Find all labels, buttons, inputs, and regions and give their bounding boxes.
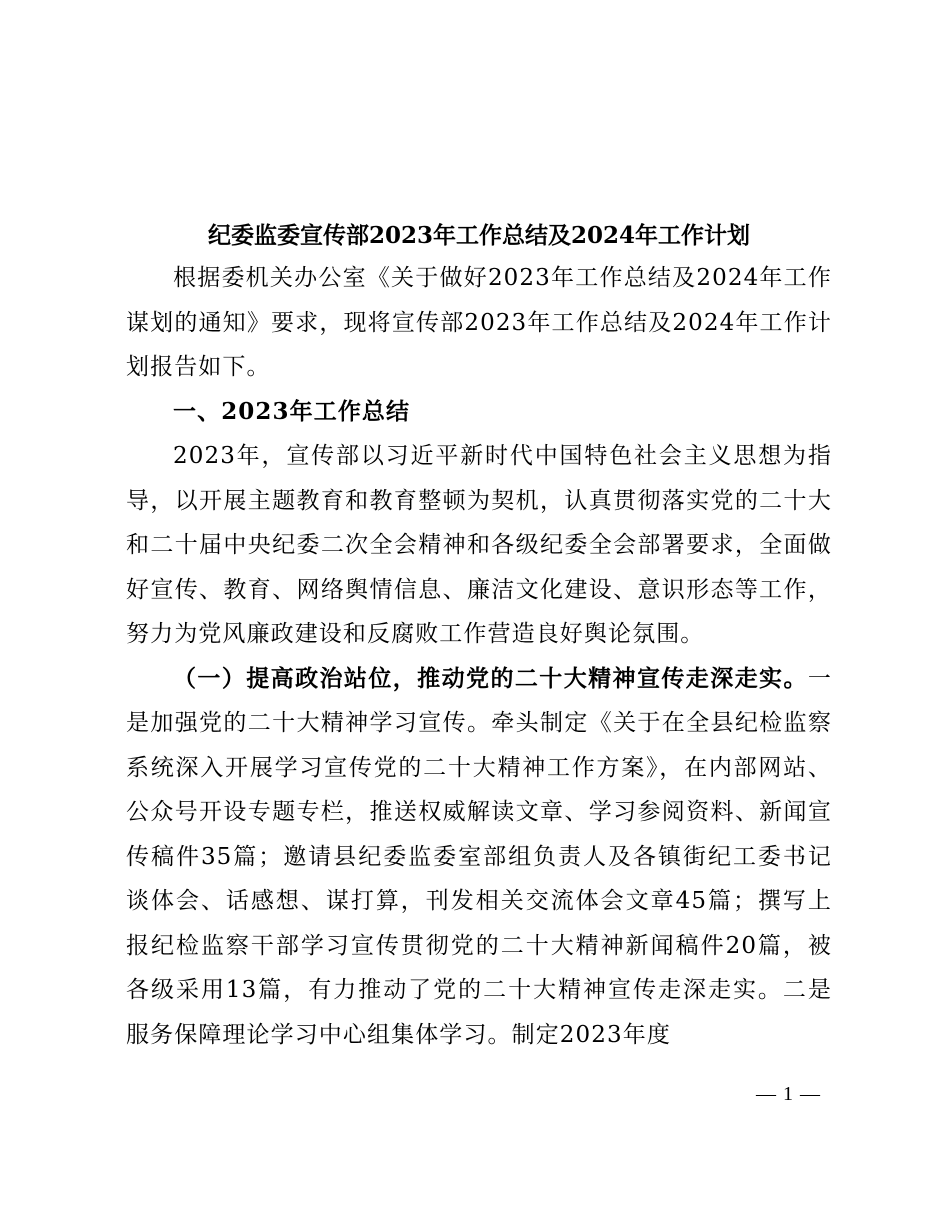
section-heading-summary: 一、2023年工作总结 [173,397,411,425]
intro-paragraph: 根据委机关办公室《关于做好2023年工作总结及2024年工作谋划的通知》要求，现将宣传部2023年工作总结及2024年工作计划报告如下。 [126,265,832,380]
subsection-body: 一是加强党的二十大精神学习宣传。牵头制定《关于在全县纪检监察系统深入开展学习宣传党的二十大精神工作方案》，在内部网站、公众号开设专题专栏，推送权威解读文章、学习参阅资料、新闻宣传稿件35篇；邀请县纪委监委室部组负责人及各镇街纪工委书记谈体会、话感想、谋打算，刊发相关交流体会文章45篇；撰写上报纪检监察干部学习宣传贯彻党的二十大精神新闻稿件20篇，被各级采用13篇，有力推动了党的二十大精神宣传走深走实。二是服务保障理论学习中心组集体学习。制定2023年度 [126,665,832,1048]
subsection-heading: （一）提高政治站位，推动党的二十大精神宣传走深走实。 [173,664,808,692]
document-title: 纪委监委宣传部2023年工作总结及2024年工作计划 [207,222,751,249]
summary-paragraph: 2023年，宣传部以习近平新时代中国特色社会主义思想为指导，以开展主题教育和教育整顿为契机，认真贯彻落实党的二十大和二十届中央纪委二次全会精神和各级纪委全会部署要求，全面做好宣传、教育、网络舆情信息、廉洁文化建设、意识形态等工作，努力为党风廉政建设和反腐败工作营造良好舆论氛围。 [126,443,832,647]
document-body [126,216,832,1057]
page-number: — 1 — [756,1083,821,1105]
subsection-paragraph [126,657,832,1058]
